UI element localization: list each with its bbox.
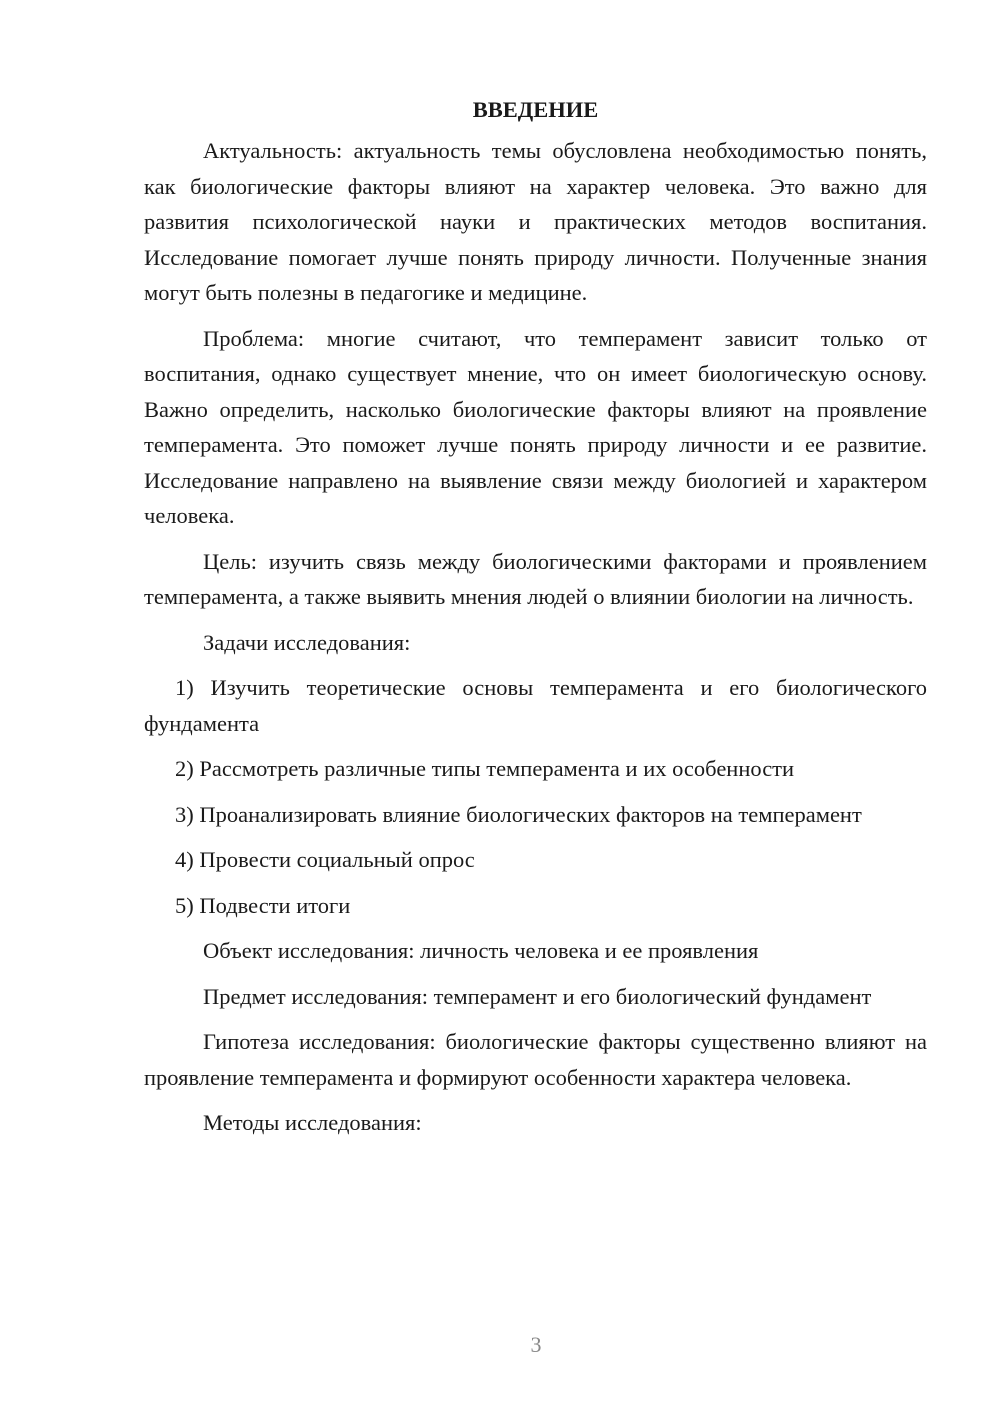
page-content xyxy=(144,92,927,1151)
paragraph-object: Объект исследования: личность человека и ее проявления xyxy=(203,938,759,963)
task-item-1: 1) Изучить теоретические основы темперамента и его биологического фундамента xyxy=(144,675,927,736)
paragraph-problem: Проблема: многие считают, что темперамент зависит только от воспитания, однако существует мнение, что он имеет биологическую основу. Важно определить, насколько биологические факторы влияют на проявление темперамента. Это поможет лучше понять природу личности и ее развитие. Исследование направлено на выявление связи между биологией и характером человека. xyxy=(144,325,927,528)
paragraph-subject: Предмет исследования: темперамент и его биологический фундамент xyxy=(203,983,872,1009)
paragraph-hypothesis: Гипотеза исследования: биологические факторы существенно влияют на проявление темперамента и формируют особенности характера человека. xyxy=(144,1029,927,1090)
task-item-2: 2) Рассмотреть различные типы темперамента и их особенности xyxy=(175,756,795,781)
section-heading: ВВЕДЕНИЕ xyxy=(472,97,599,122)
tasks-title: Задачи исследования: xyxy=(203,629,411,655)
methods-title: Методы исследования: xyxy=(203,1110,422,1135)
task-item-5: 5) Подвести итоги xyxy=(175,892,351,918)
page-number: 3 xyxy=(530,1332,542,1357)
paragraph-relevance: Актуальность: актуальность темы обусловлена необходимостью понять, как биологические факторы влияют на характер человека. Это важно для развития психологической науки и практических методов воспитания. Исследование помогает лучше понять природу личности. Полученные знания могут быть полезны в педагогике и медицине. xyxy=(144,138,927,305)
task-item-3: 3) Проанализировать влияние биологических факторов на темперамент xyxy=(175,801,862,827)
task-item-4: 4) Провести социальный опрос xyxy=(175,847,475,872)
paragraph-goal: Цель: изучить связь между биологическими факторами и проявлением темперамента, а также выявить мнения людей о влиянии биологии на личность. xyxy=(144,548,927,609)
